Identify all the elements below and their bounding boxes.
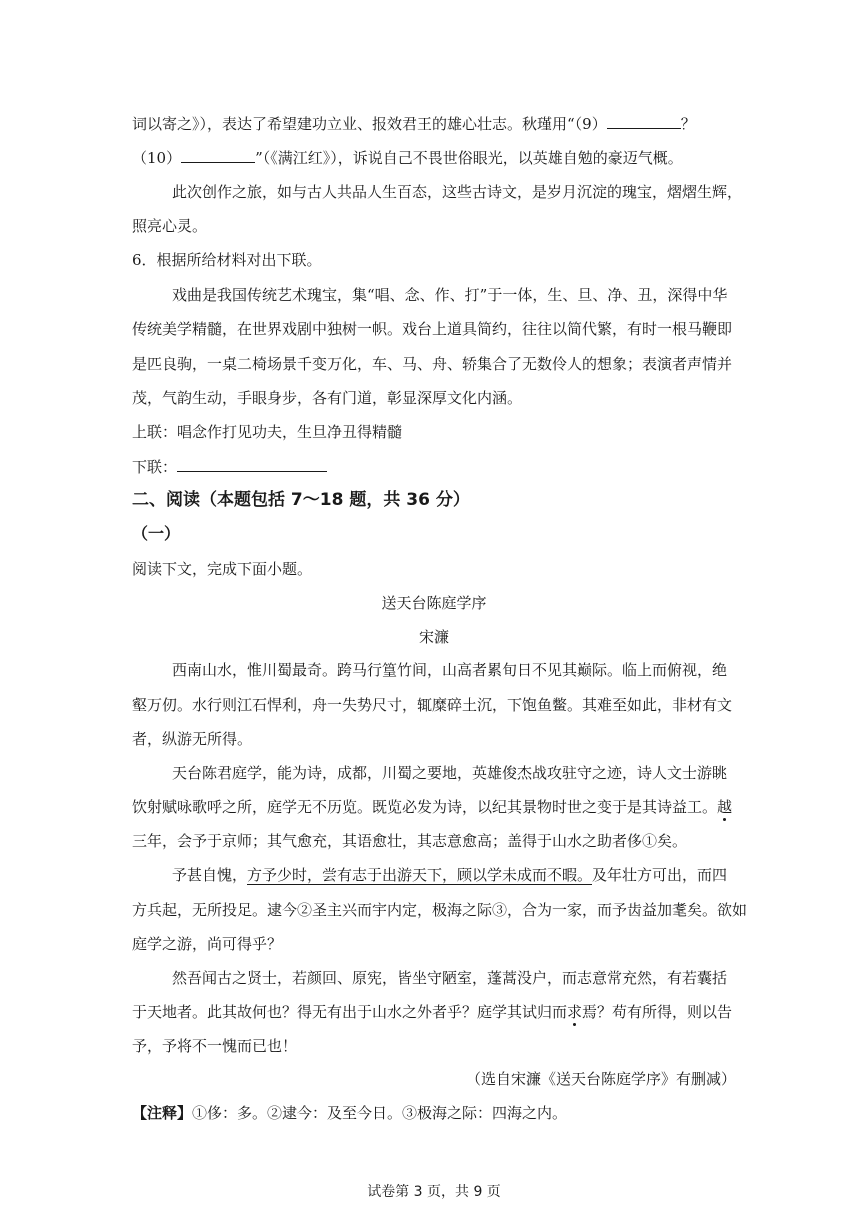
question-6: 6．根据所给材料对出下联。	[132, 251, 322, 269]
passage-line: 者，纵游无所得。	[132, 730, 253, 748]
page-footer: 试卷第 3 页，共 9 页	[367, 1184, 501, 1200]
text-segment: 饮射赋咏歌呼之所，庭学无不历览。既览必发为诗，以纪其景物时世之变于是其诗益工。	[132, 798, 718, 816]
passage-line	[132, 797, 738, 817]
passage-line: 西南山水，惟川蜀最奇。跨马行篁竹间，山高者累旬日不见其巅际。临上而俯视，绝	[172, 661, 728, 679]
passage-line: 然吾闻古之贤士，若颜回、原宪，皆坐守陋室，蓬蒿没户，而志意常充然，有若囊括	[172, 969, 728, 987]
text-segment: 词以寄之》），表达了希望建功立业、报效君王的雄心壮志。秋瑾用“（9）	[132, 115, 607, 133]
material-line: 茂，气韵生动，手眼身步，各有门道，彰显深厚文化内涵。	[132, 389, 523, 407]
text-segment: 及年壮方可出，而四	[592, 866, 728, 884]
answer-blank-9[interactable]	[607, 113, 681, 129]
passage-line: 三年，会予于京师；其气愈充，其语愈壮，其志意愈高；盖得于山水之助者侈①矣。	[132, 832, 688, 850]
passage-author: 宋濂	[418, 628, 449, 646]
text-segment: ？	[680, 115, 696, 133]
text-line	[132, 113, 738, 134]
material-line: 传统美学精髓，在世界戏剧中独树一帜。戏台上道具简约，往往以简代繁，有时一根马鞭即	[132, 320, 733, 338]
notes	[132, 1103, 738, 1123]
text-segment: （10）	[132, 149, 182, 167]
notes-text: ①侈：多。②逮今：及至今日。③极海之际：四海之内。	[192, 1104, 568, 1122]
passage-line: 天台陈君庭学，能为诗，成都，川蜀之要地，英雄俊杰战攻驻守之迹，诗人文士游眺	[172, 764, 728, 782]
part-heading: （一）	[132, 524, 181, 543]
xialian-answer-blank[interactable]	[177, 456, 327, 472]
material-line: 是匹良驹，一桌二椅场景千变万化，车、马、舟、轿集合了无数伶人的想象；表演者声情并	[132, 355, 733, 373]
xialian-line	[132, 456, 738, 477]
instruction: 阅读下文，完成下面小题。	[132, 560, 313, 578]
passage-line	[132, 1002, 738, 1022]
passage-line: 方兵起，无所投足。逮今②圣主兴而宇内定，极海之际③，合为一家，而予齿益加耄矣。欲如	[132, 901, 748, 919]
passage-line: 庭学之游，尚可得乎？	[132, 935, 283, 953]
answer-blank-10[interactable]	[181, 147, 255, 163]
text-segment: 焉？苟有所得，则以告	[582, 1003, 733, 1021]
passage-line: 壑万仞。水行则江石悍利，舟一失势尺寸，辄糜碎土沉，下饱鱼鳖。其难至如此，非材有文	[132, 696, 733, 714]
paragraph-line: 此次创作之旅，如与古人共品人生百态，这些古诗文，是岁月沉淀的瑰宝，熠熠生辉，	[172, 183, 743, 201]
shanglian: 上联：唱念作打见功夫，生旦净丑得精髓	[132, 423, 403, 441]
underlined-sentence: 方予少时，尝有志于出游天下，顾以学未成而不暇。	[247, 866, 593, 884]
notes-label: 【注释】	[132, 1104, 193, 1122]
text-segment: 于天地者。此其故何也？得无有出于山水之外者乎？庭学其试归而	[132, 1003, 568, 1021]
dotted-character: 越	[717, 798, 733, 816]
paragraph-line: 照亮心灵。	[132, 217, 208, 235]
passage-source: （选自宋濂《送天台陈庭学序》有删减）	[465, 1070, 736, 1088]
passage-title: 送天台陈庭学序	[381, 594, 487, 612]
section-heading: 二、阅读（本题包括 7～18 题，共 36 分）	[132, 490, 470, 510]
dotted-character: 求	[567, 1003, 583, 1021]
text-line	[132, 147, 738, 168]
text-segment: ”（《满江红》），诉说自己不畏世俗眼光，以英雄自勉的豪迈气概。	[255, 149, 683, 167]
xialian-label: 下联：	[132, 458, 178, 476]
passage-line: 予，予将不一愧而已也！	[132, 1037, 298, 1055]
passage-line	[172, 865, 738, 885]
material-line: 戏曲是我国传统艺术瑰宝，集“唱、念、作、打”于一体，生、旦、净、丑，深得中华	[172, 286, 728, 304]
text-segment: 予甚自愧，	[172, 866, 248, 884]
